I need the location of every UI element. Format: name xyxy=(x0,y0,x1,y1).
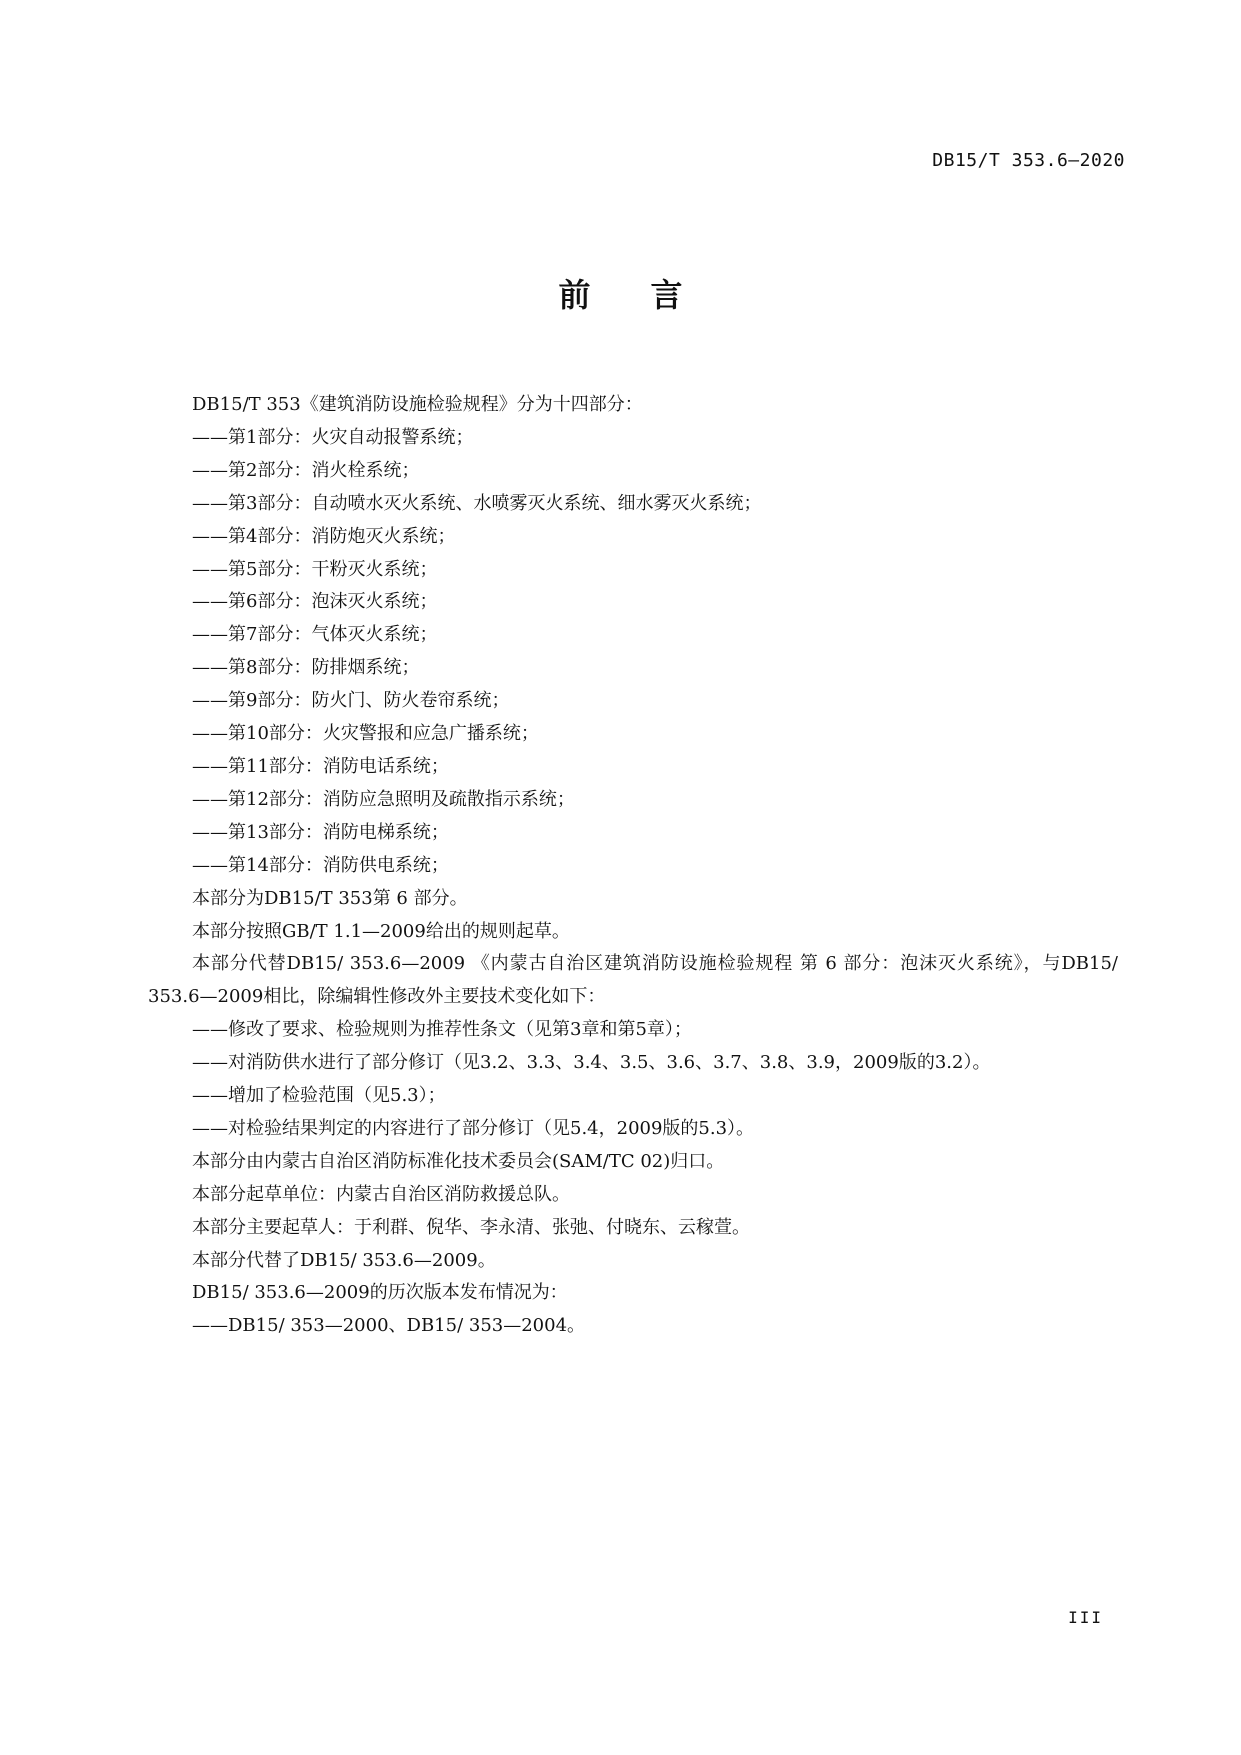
paragraph: 本部分由内蒙古自治区消防标准化技术委员会(SAM/TC 02)归口。 xyxy=(192,1150,725,1172)
page-number: III xyxy=(1068,1608,1103,1627)
list-item: ——第11部分：消防电话系统； xyxy=(192,755,449,777)
list-item: ——对检验结果判定的内容进行了部分修订（见5.4，2009版的5.3）。 xyxy=(192,1117,755,1139)
title-char-1: 前 xyxy=(558,276,591,314)
list-item: ——第5部分：干粉灭火系统； xyxy=(192,558,438,580)
document-code: DB15/T 353.6—2020 xyxy=(932,150,1125,171)
list-item: ——第4部分：消防炮灭火系统； xyxy=(192,525,456,547)
list-item: ——修改了要求、检验规则为推荐性条文（见第3章和第5章）； xyxy=(192,1019,692,1041)
list-item: ——第12部分：消防应急照明及疏散指示系统； xyxy=(192,788,575,810)
paragraph: 本部分按照GB/T 1.1—2009给出的规则起草。 xyxy=(192,920,570,942)
list-item: ——第8部分：防排烟系统； xyxy=(192,657,420,679)
list-item: ——第2部分：消火栓系统； xyxy=(192,459,420,481)
paragraph: 本部分代替了DB15/ 353.6—2009。 xyxy=(192,1249,496,1271)
list-item: ——第14部分：消防供电系统； xyxy=(192,854,449,876)
paragraph: 本部分代替DB15/ 353.6—2009 《内蒙古自治区建筑消防设施检验规程 第 6 部分：泡沫灭火系统》，与DB15/ 353.6—2009相比，除编辑性修改外主要技术变化如下： xyxy=(148,953,1118,1008)
title-char-2: 言 xyxy=(650,276,683,314)
list-item: ——第10部分：火灾警报和应急广播系统； xyxy=(192,723,539,745)
list-item: ——对消防供水进行了部分修订（见3.2、3.3、3.4、3.5、3.6、3.7、3.8、3.9，2009版的3.2）。 xyxy=(192,1052,991,1074)
page-title xyxy=(0,270,1241,316)
list-item: ——第7部分：气体灭火系统； xyxy=(192,624,438,646)
list-item: ——第9部分：防火门、防火卷帘系统； xyxy=(192,690,510,712)
paragraph: DB15/T 353《建筑消防设施检验规程》分为十四部分： xyxy=(192,394,643,415)
list-item: ——第13部分：消防电梯系统； xyxy=(192,821,449,843)
paragraph: DB15/ 353.6—2009的历次版本发布情况为： xyxy=(192,1282,568,1304)
list-item: ——第6部分：泡沫灭火系统； xyxy=(192,591,438,613)
paragraph: 本部分主要起草人：于利群、倪华、李永清、张弛、付晓东、云稼萱。 xyxy=(192,1216,750,1238)
list-item: ——第3部分：自动喷水灭火系统、水喷雾灭火系统、细水雾灭火系统； xyxy=(192,492,762,514)
paragraph: 本部分起草单位：内蒙古自治区消防救援总队。 xyxy=(192,1183,570,1205)
document-body xyxy=(148,389,1118,1343)
list-item: ——增加了检验范围（见5.3）； xyxy=(192,1085,446,1107)
list-item: ——第1部分：火灾自动报警系统； xyxy=(192,426,474,448)
list-item: ——DB15/ 353—2000、DB15/ 353—2004。 xyxy=(192,1315,586,1337)
paragraph: 本部分为DB15/T 353第 6 部分。 xyxy=(192,887,468,909)
